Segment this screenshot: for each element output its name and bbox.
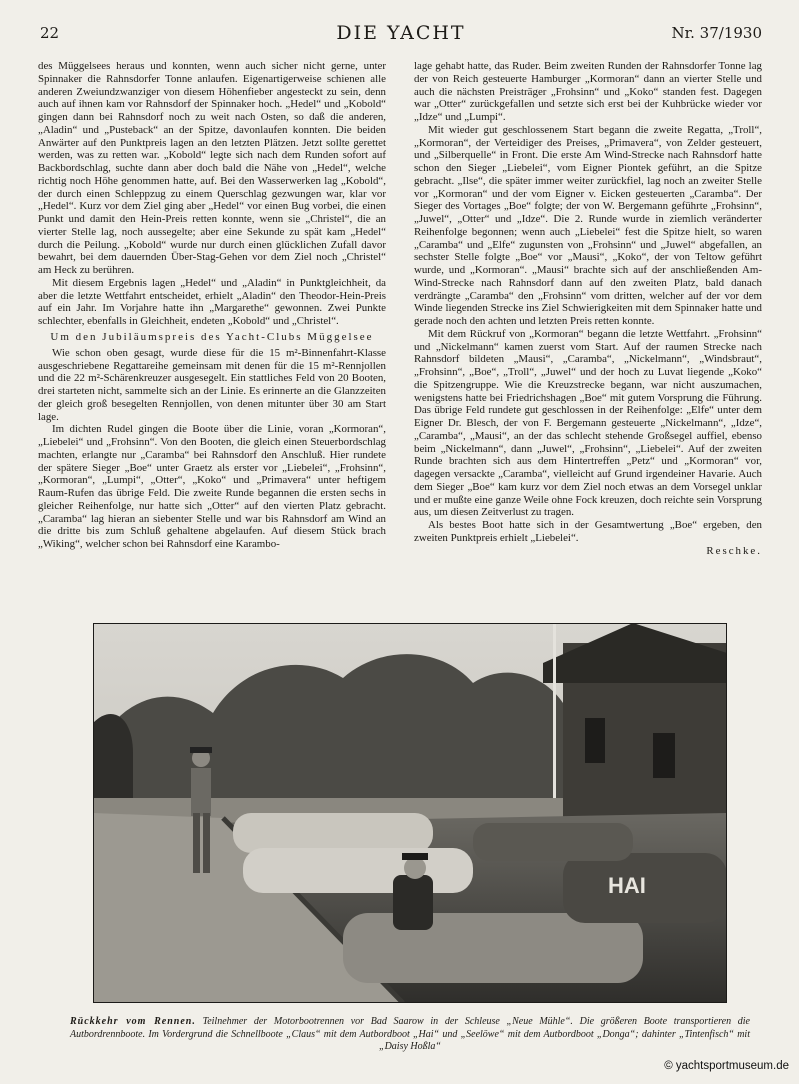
paragraph: Mit wieder gut geschlossenem Start begann die zweite Regatta, „Troll“, „Kormoran“, der Verteidiger des Preises, „Primavera“, von Zelder gesteuert, und „Silberquelle“ in Front. Die erste Am Wind-Strecke nach Rahnsdorf hatte schon den Sieger „Liebelei“, vom Eigner Piontek geführt, an die Spitze gebracht. „Ilse“, die später immer weiter zurückfiel, lag noch an zweiter Stelle vor „Kormoran“ und der vom Eigner v. Eicken gesteuerten „Caramba“. Der Sieger des Vortages „Boe“ folgte; der von W. Bergemann geführte „Frohsinn“, „Juwel“, „Otter“ und „Idze“. Die 2. Runde wurde in ziemlich veränderter Reihenfolge begonnen; wenn auch „Liebelei“ fest die Spitze hielt, so waren „Caramba“ und „Elfe“ zugunsten von „Frohsinn“ und „Juwel“ abgefallen, an sechster Stelle folgte „Boe“ vor „Mausi“, „Koko“, der von Teltow geführt wurde, und „Kormoran“. „Mausi“ brachte sich auf der anschließenden Am-Wind-Strecke nach Rahnsdorf dann auf den zweiten Platz, bald danach verdrängte „Caramba“ den „Frohsinn“ vom dritten, welcher auf der vor dem Winde liegenden Strecke ins Ziel Schwierigkeiten mit dem Spinnaker hatte und gerade noch den achten und letzten Preis retten konnte.	[414, 123, 762, 327]
house-window	[653, 733, 675, 778]
page-number: 22	[40, 24, 60, 42]
boat-hull	[473, 823, 633, 861]
house-window	[585, 718, 605, 763]
flag-pole	[553, 623, 556, 798]
section-heading: Um den Jubiläumspreis des Yacht-Clubs Müggelsee	[50, 330, 374, 343]
watermark: © yachtsportmuseum.de	[664, 1060, 789, 1072]
paragraph: Mit diesem Ergebnis lagen „Hedel“ und „Aladin“ in Punktgleichheit, da aber die letzte Wettfahrt entscheidet, erhielt „Aladin“ den Theodor-Hein-Preis auf ein Jahr. Im Vorjahre hatte ihn „Margarethe“ gewonnen. Zwei Punkte schlechter, ebenfalls in Gleichheit, endeten „Kobold“ und „Christel“.	[38, 276, 386, 327]
right-column	[414, 60, 762, 612]
boat-hull	[233, 813, 433, 853]
lock-photograph	[93, 623, 727, 1003]
boat-lettering: HAI	[608, 873, 646, 898]
paragraph: Als bestes Boot hatte sich in der Gesamtwertung „Boe“ ergeben, den zweiten Punktpreis erhielt „Liebelei“.	[414, 519, 762, 544]
magazine-title: DIE YACHT	[336, 22, 466, 44]
paragraph: des Müggelsees heraus und konnten, wenn auch sicher nicht gerne, unter Spinnaker die Rahnsdorfer Tonne anlaufen. Eigenartigerweise schienen alle anderen Zweiundzwanziger von diesem Höhenfieber angesteckt zu sein, denn auch auf ihnen kam vor Rahnsdorf der Spinnaker hoch. „Hedel“ und „Kobold“ gingen dann bei Rahnsdorf noch zu weit nach Osten, so daß die anderen, „Aladin“ und „Pusteback“ an der Spitze, davonlaufen konnten. Die beiden Anwärter auf den Punktpreis lagen an den letzten Plätzen. Jetzt sollte gerettet werden, was zu retten war. „Kobold“ legte sich nach dem Runden sofort auf Backbordschlag, suchte dann aber doch bald die Nähe von „Hedel“, welche richtig noch Höhe genommen hatte, auf. Bei den Wasserwerken lag „Kobold“, der durch einen Schleppzug zu einem Querschlag gezwungen war, klar vor „Hedel“. Kurz vor dem Ziel ging aber „Hedel“ vor einen Bug vorbei, die einen Punkt und damit den Hein-Preis retten konnte, wenn sie „Christel“, die an vierter Stelle lag, noch aussegelte; aber eine Sekunde zu spät kam „Hedel“ durch die Peilung. „Kobold“ wurde nur durch einen glücklichen Zufall davor bewahrt, bei dem dauernden Über-Stag-Gehen vor dem Ziel noch „Christel“ am Heck zu berühren.	[38, 60, 386, 276]
photo-caption	[70, 1016, 750, 1054]
paragraph: Wie schon oben gesagt, wurde diese für die 15 m²-Binnenfahrt-Klasse ausgeschriebene Regattareihe gemeinsam mit denen für die 15 m²-Rennjollen und die 22 m²-Schärenkreuzer ausgesegelt. Ein stattliches Feld von 20 Booten, drei starteten nicht, sammelte sich an der Linie. Es erinnerte an die Glanzzeiten der gleich groß besegelten Rennjollen, von denen mitunter über 30 am Start lage.	[38, 346, 386, 423]
boat-hull	[343, 913, 643, 983]
paragraph: Im dichten Rudel gingen die Boote über die Linie, voran „Kormoran“, „Liebelei“ und „Frohsinn“. Von den Booten, die gleich einen Steuerbordschlag machten, erlangte nur „Caramba“ bei Rahnsdorf den Anschluß. Hier rundete der spätere Sieger „Boe“ unter Graetz als erster vor „Liebelei“, „Frohsinn“, „Kormoran“, „Lumpi“, „Otter“, „Koko“ und „Primavera“ unter heftigem Raum-Rufen das übrige Feld. Die zweite Runde begannen die ersten sechs in gleicher Reihenfolge, nur hatte sich „Otter“ auf den vierten Platz gebracht. „Caramba“ lag hieran an siebenter Stelle und war bis Rahnsdorf am Wind an die dritte bis zum Schluß gehaltene abgelaufen. Auf diesem Stück brach „Wiking“, welcher schon bei Rahnsdorf eine Karambo-	[38, 423, 386, 550]
caption-title: Rückkehr vom Rennen.	[70, 1016, 196, 1027]
author-signature: Reschke.	[706, 544, 762, 557]
paragraph: Mit dem Rückruf von „Kormoran“ begann die letzte Wettfahrt. „Frohsinn“ und „Nickelmann“ kamen zuerst vom Start. Auf der raumen Strecke nach Rahnsdorf bildeten „Mausi“, „Caramba“, „Nickelmann“, „Windsbraut“, „Frohsinn“, „Boe“, „Troll“, „Juwel“ und der hoch zu Luvat liegende „Koko“ die Spitzengruppe. Wie die Kreuzstrecke begann, war nicht auszumachen, wenigstens hatte bei Friedrichshagen „Boe“ mit gutem Vorsprung die Führung. Das übrige Feld rundete gut geschlossen in der Reihenfolge: „Elfe“ unter dem Eigner Dr. Blesch, der von F. Bergemann gesteuerte „Nickelmann“, „Idze“, „Caramba“, „Mausi“, an der das schlecht stehende Großsegel auffiel, ebenso beim „Nickelmann“, dann „Juwel“, „Frohsinn“, „Liebelei“. Auf der zweiten Runde brachten sich aus dem Hintertreffen „Petz“ und „Kormoran“ vor, dagegen versackte „Caramba“, vielleicht auf Grund irgendeiner Havarie. Auch dem Sieger „Boe“ kam kurz vor dem Ziel noch etwas an dem Vorsegel unklar und er mußte eine ganze Weile ohne Fock kreuzen, doch reichte sein Vorsprung aus, um diesen Zeitverlust zu tragen.	[414, 327, 762, 519]
paragraph: lage gehabt hatte, das Ruder. Beim zweiten Runden der Rahnsdorfer Tonne lag der von Reich gesteuerte Hamburger „Kormoran“ dann an vierter Stelle und auch die nächsten Preisträger „Frohsinn“ und „Koko“ standen fest. Dagegen war „Otter“ zurückgefallen und setzte sich erst bei der Kuhbrücke wieder vor „Idze“ und „Lumpi“.	[414, 60, 762, 123]
page-header	[40, 22, 762, 46]
boat-hull	[243, 848, 473, 893]
issue-number: Nr. 37/1930	[671, 24, 762, 42]
left-column	[38, 60, 386, 612]
caption-text: Teilnehmer der Motorbootrennen vor Bad Saarow in der Schleuse „Neue Mühle“. Die größeren Boote transportieren die Autbordrennboote. Im Vordergrund die Schnellboote „Claus“ mit dem Autbordboot „Hai“ und „Seelöwe“ mit dem Autbordboot „Donga“; dahinter „Tintenfisch“ mit „Daisy Hoßla“	[70, 1016, 750, 1052]
